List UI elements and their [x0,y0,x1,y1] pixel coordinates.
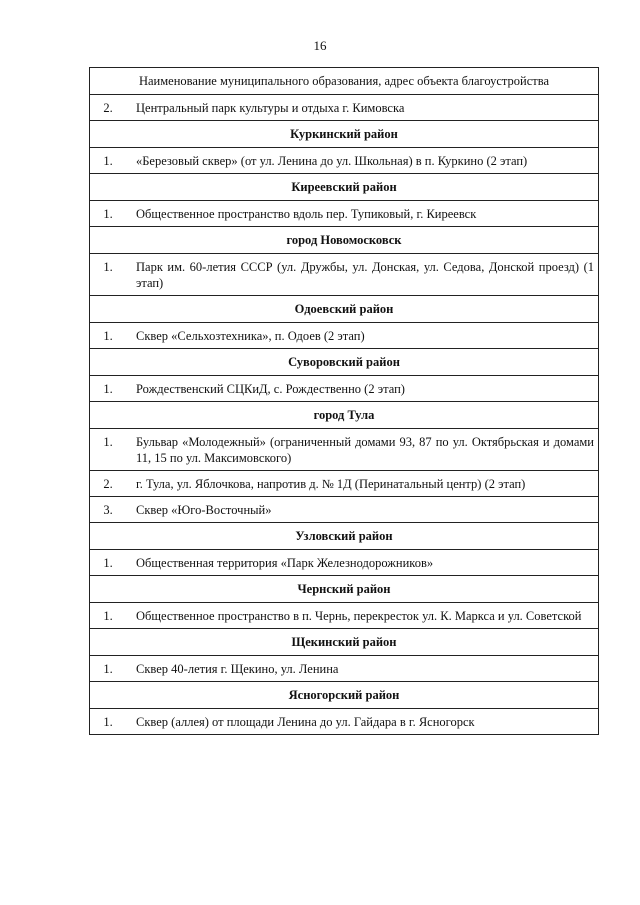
table-row [90,148,599,174]
object-address: Сквер (аллея) от площади Ленина до ул. Гайдара в г. Ясногорск [126,709,599,735]
item-number: 1. [90,254,127,296]
table-row [90,201,599,227]
district-name: город Тула [90,402,599,429]
object-address: «Березовый сквер» (от ул. Ленина до ул. Школьная) в п. Куркино (2 этап) [126,148,599,174]
object-address: Общественная территория «Парк Железнодорожников» [126,550,599,576]
table-row [90,376,599,402]
object-address: Центральный парк культуры и отдыха г. Кимовска [126,95,599,121]
section-header-row [90,402,599,429]
item-number: 2. [90,95,127,121]
section-header-row [90,121,599,148]
table-row [90,497,599,523]
table-row [90,656,599,682]
item-number: 1. [90,323,127,349]
object-address: Парк им. 60-летия СССР (ул. Дружбы, ул. Донская, ул. Седова, Донской проезд) (1 этап) [126,254,599,296]
object-address: г. Тула, ул. Яблочкова, напротив д. № 1Д (Перинатальный центр) (2 этап) [126,471,599,497]
district-name: Ясногорский район [90,682,599,709]
object-address: Бульвар «Молодежный» (ограниченный домами 93, 87 по ул. Октябрьская и домами 11, 15 по ул. Максимовского) [126,429,599,471]
improvement-objects-table [89,67,599,735]
item-number: 1. [90,550,127,576]
section-header-row [90,576,599,603]
object-address: Рождественский СЦКиД, с. Рождественно (2 этап) [126,376,599,402]
section-header-row [90,629,599,656]
table-row [90,603,599,629]
district-name: Киреевский район [90,174,599,201]
table-body [90,68,599,735]
object-address: Сквер 40-летия г. Щекино, ул. Ленина [126,656,599,682]
table-row [90,95,599,121]
item-number: 2. [90,471,127,497]
object-address: Общественное пространство вдоль пер. Тупиковый, г. Киреевск [126,201,599,227]
district-name: Чернский район [90,576,599,603]
item-number: 1. [90,376,127,402]
item-number: 1. [90,709,127,735]
table-row [90,550,599,576]
table-header-cell: Наименование муниципального образования, адрес объекта благоустройства [90,68,599,95]
item-number: 1. [90,429,127,471]
district-name: город Новомосковск [90,227,599,254]
page-number: 16 [313,38,327,53]
table-row [90,709,599,735]
section-header-row [90,349,599,376]
object-address: Общественное пространство в п. Чернь, перекресток ул. К. Маркса и ул. Советской [126,603,599,629]
table-row [90,323,599,349]
item-number: 1. [90,603,127,629]
district-name: Суворовский район [90,349,599,376]
item-number: 3. [90,497,127,523]
section-header-row [90,523,599,550]
object-address: Сквер «Сельхозтехника», п. Одоев (2 этап) [126,323,599,349]
district-name: Узловский район [90,523,599,550]
district-name: Щекинский район [90,629,599,656]
section-header-row [90,296,599,323]
table-row [90,254,599,296]
item-number: 1. [90,656,127,682]
item-number: 1. [90,201,127,227]
section-header-row [90,682,599,709]
item-number: 1. [90,148,127,174]
table-row [90,471,599,497]
district-name: Одоевский район [90,296,599,323]
section-header-row [90,227,599,254]
object-address: Сквер «Юго-Восточный» [126,497,599,523]
table-header-row [90,68,599,95]
district-name: Куркинский район [90,121,599,148]
table-row [90,429,599,471]
section-header-row [90,174,599,201]
